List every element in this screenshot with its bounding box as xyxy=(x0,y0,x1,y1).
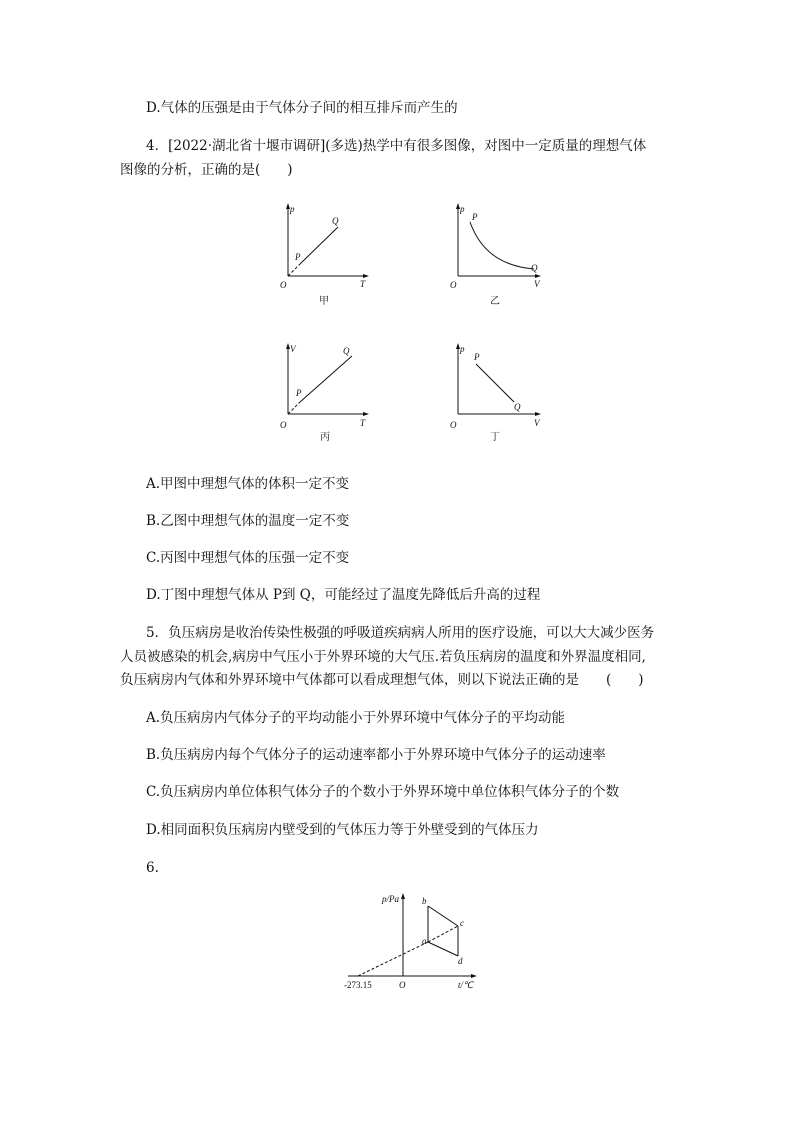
x-axis-label: V xyxy=(534,418,540,428)
origin-label: O xyxy=(399,980,406,990)
point-c-label: c xyxy=(460,918,464,928)
y-axis-label: V xyxy=(290,344,296,354)
q5-option-d: D.相同面积负压病房内壁受到的气体压力等于外壁受到的气体压力 xyxy=(146,822,539,838)
x-axis-label: t/℃ xyxy=(458,980,474,990)
graph-caption: 丙 xyxy=(320,432,330,443)
origin-label: O xyxy=(450,420,457,430)
q4-option-b: B.乙图中理想气体的温度一定不变 xyxy=(146,513,350,529)
q4-option-d: D.丁图中理想气体从 P到 Q，可能经过了温度先降低后升高的过程 xyxy=(146,587,541,603)
point-p-label: P xyxy=(296,388,302,398)
q4-stem-line2: 图像的分析，正确的是( ) xyxy=(120,162,293,178)
intercept-label: -273.15 xyxy=(344,980,372,990)
origin-label: O xyxy=(280,420,287,430)
point-q-label: Q xyxy=(531,263,538,273)
y-axis-label: p xyxy=(290,204,295,214)
graph-bing xyxy=(270,340,380,450)
y-axis-label: p/Pa xyxy=(382,894,399,904)
q4-option-a: A.甲图中理想气体的体积一定不变 xyxy=(146,476,350,492)
graph-ding xyxy=(440,340,550,450)
point-q-label: Q xyxy=(343,346,350,356)
q6-graph xyxy=(340,890,490,1000)
point-b-label: b xyxy=(422,896,427,906)
x-axis-label: T xyxy=(360,418,366,428)
q5-stem-line2: 人员被感染的机会,病房中气压小于外界环境的大气压.若负压病房的温度和外界温度相同, xyxy=(120,649,646,665)
q6-number: 6. xyxy=(146,860,159,876)
graph-jia xyxy=(270,200,380,310)
y-axis-label: p xyxy=(460,344,465,354)
point-p-label: P xyxy=(474,352,480,362)
point-d-label: d xyxy=(458,956,463,966)
q3-option-d: D.气体的压强是由于气体分子间的相互排斥而产生的 xyxy=(146,100,458,116)
q5-option-b: B.负压病房内每个气体分子的运动速率都小于外界环境中气体分子的运动速率 xyxy=(146,747,606,763)
x-axis-label: V xyxy=(534,279,540,289)
q4-stem-line1: 4．[2022·湖北省十堰市调研](多选)热学中有很多图像，对图中一定质量的理想气体 xyxy=(146,138,647,154)
graph-caption: 丁 xyxy=(490,432,500,443)
q5-stem-line1: 5．负压病房是收治传染性极强的呼吸道疾病病人所用的医疗设施，可以大大减少医务 xyxy=(146,625,655,641)
graph-caption: 乙 xyxy=(490,296,500,307)
point-p-label: P xyxy=(295,252,301,262)
origin-label: O xyxy=(280,280,287,290)
point-p-label: P xyxy=(472,212,478,222)
graph-yi xyxy=(440,200,550,310)
y-axis-label: p xyxy=(460,204,465,214)
point-q-label: Q xyxy=(332,216,339,226)
graph-caption: 甲 xyxy=(319,296,329,307)
x-axis-label: T xyxy=(360,279,366,289)
origin-label: O xyxy=(450,280,457,290)
q5-option-c: C.负压病房内单位体积气体分子的个数小于外界环境中单位体积气体分子的个数 xyxy=(146,784,620,800)
point-a-label: a xyxy=(422,936,427,946)
q5-stem-line3: 负压病房内气体和外界环境中气体都可以看成理想气体，则以下说法正确的是 ( ) xyxy=(120,672,644,688)
point-q-label: Q xyxy=(514,402,521,412)
q5-option-a: A.负压病房内气体分子的平均动能小于外界环境中气体分子的平均动能 xyxy=(146,710,566,726)
q4-option-c: C.丙图中理想气体的压强一定不变 xyxy=(146,550,350,566)
